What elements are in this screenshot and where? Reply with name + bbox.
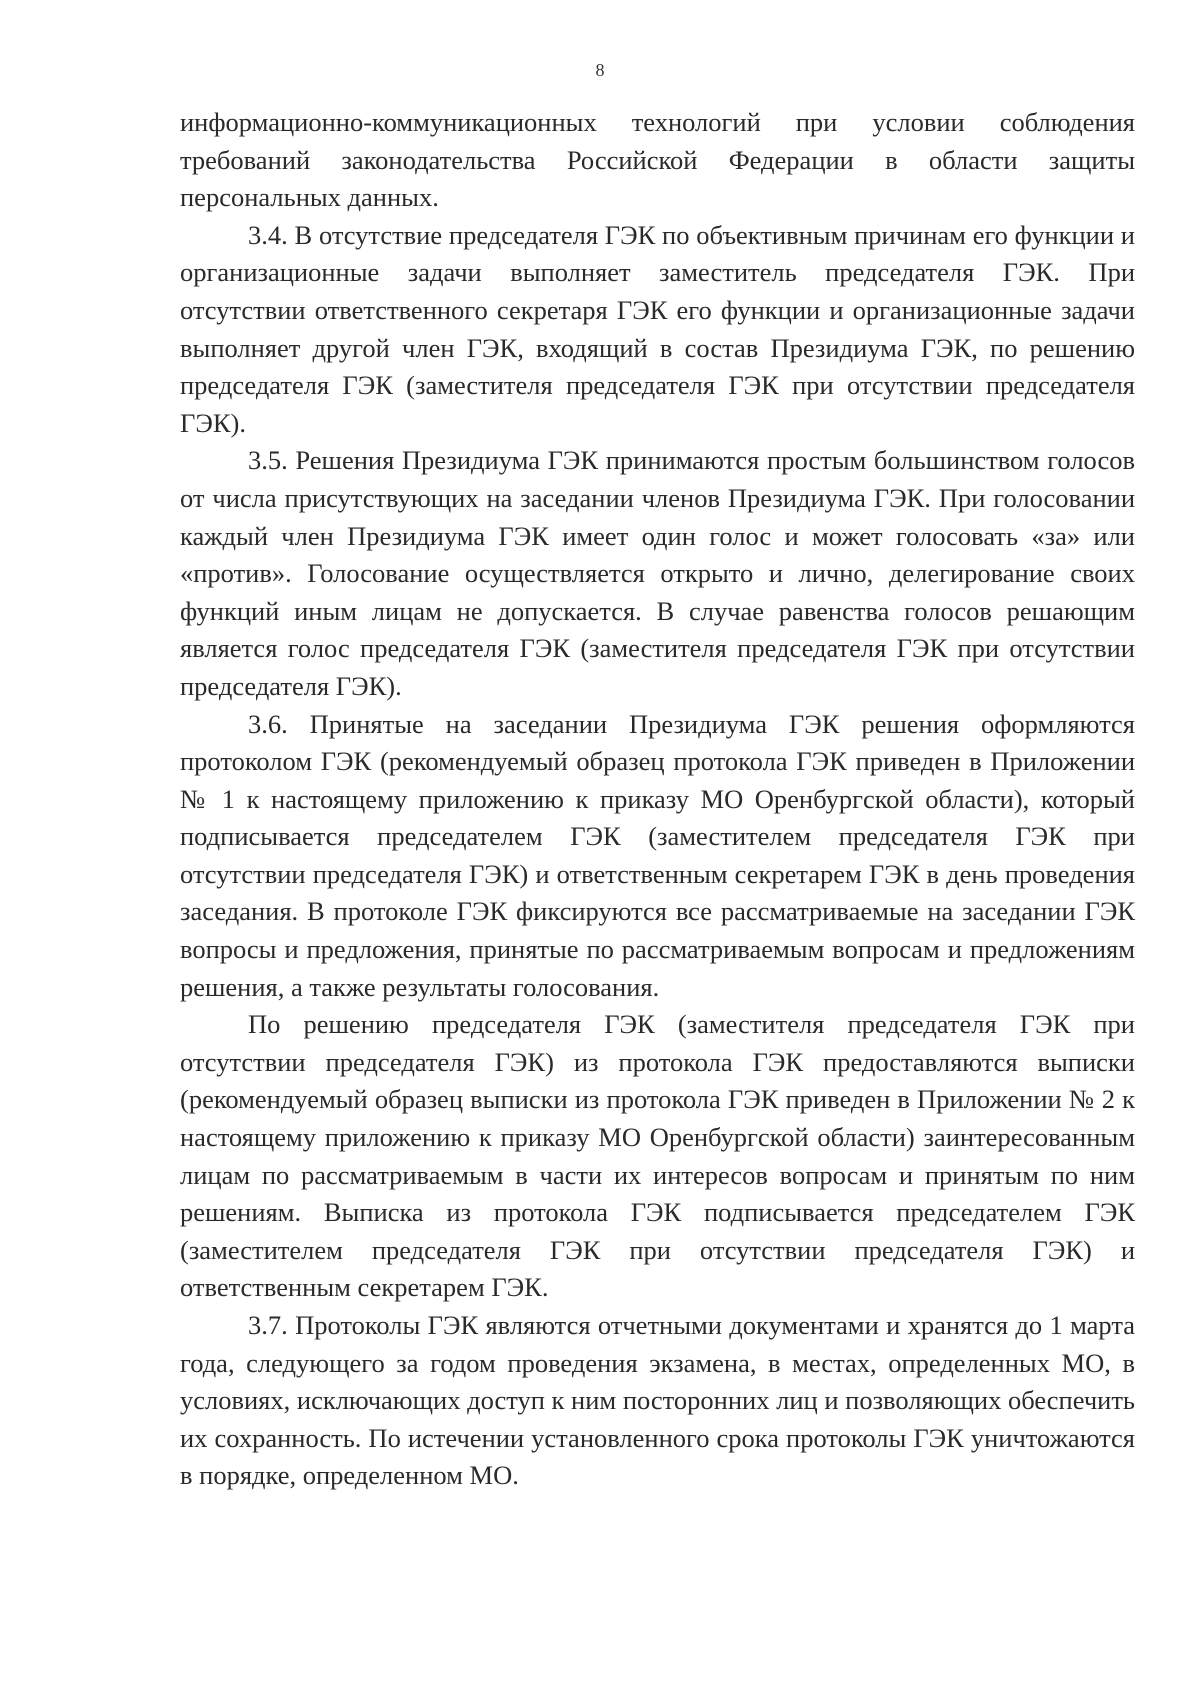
paragraph-3-6-extract: По решению председателя ГЭК (заместителя председателя ГЭК при отсутствии председателя ГЭК) из протокола ГЭК предоставляются выписки (рекомендуемый образец выписки из протокола ГЭК приведен в Приложении № 2 к настоящему приложению к приказу МО Оренбургской области) заинтересованным лицам по рассматриваемым в части их интересов вопросам и принятым по ним решениям. Выписка из протокола ГЭК подписывается председателем ГЭК (заместителем председателя ГЭК при отсутствии председателя ГЭК) и ответственным секретарем ГЭК. bbox=[180, 1009, 1135, 1303]
page-number: 8 bbox=[595, 60, 605, 80]
paragraph-3-5: 3.5. Решения Президиума ГЭК принимаются простым большинством голосов от числа присутствующих на заседании членов Президиума ГЭК. При голосовании каждый член Президиума ГЭК имеет один голос и может голосовать «за» или «против». Голосование осуществляется открыто и лично, делегирование своих функций иным лицам не допускается. В случае равенства голосов решающим является голос председателя ГЭК (заместителя председателя ГЭК при отсутствии председателя ГЭК). bbox=[180, 445, 1135, 701]
paragraph-3-4: 3.4. В отсутствие председателя ГЭК по объективным причинам его функции и организационные задачи выполняет заместитель председателя ГЭК. При отсутствии ответственного секретаря ГЭК его функции и организационные задачи выполняет другой член ГЭК, входящий в состав Президиума ГЭК, по решению председателя ГЭК (заместителя председателя ГЭК при отсутствии председателя ГЭК). bbox=[180, 219, 1135, 438]
paragraph-3-6: 3.6. Принятые на заседании Президиума ГЭК решения оформляются протоколом ГЭК (рекомендуемый образец протокола ГЭК приведен в Приложении № 1 к настоящему приложению к приказу МО Оренбургской области), который подписывается председателем ГЭК (заместителем председателя ГЭК при отсутствии председателя ГЭК) и ответственным секретарем ГЭК в день проведения заседания. В протоколе ГЭК фиксируются все рассматриваемые на заседании ГЭК вопросы и предложения, принятые по рассматриваемым вопросам и предложениям решения, а также результаты голосования. bbox=[180, 708, 1135, 1002]
paragraph-3-7: 3.7. Протоколы ГЭК являются отчетными документами и хранятся до 1 марта года, следующего за годом проведения экзамена, в местах, определенных МО, в условиях, исключающих доступ к ним посторонних лиц и позволяющих обеспечить их сохранность. По истечении установленного срока протоколы ГЭК уничтожаются в порядке, определенном МО. bbox=[180, 1310, 1135, 1491]
paragraph-continuation: информационно-коммуникационных технологий при условии соблюдения требований законодательства Российской Федерации в области защиты персональных данных. bbox=[180, 107, 1135, 213]
document-body bbox=[180, 104, 1135, 1495]
